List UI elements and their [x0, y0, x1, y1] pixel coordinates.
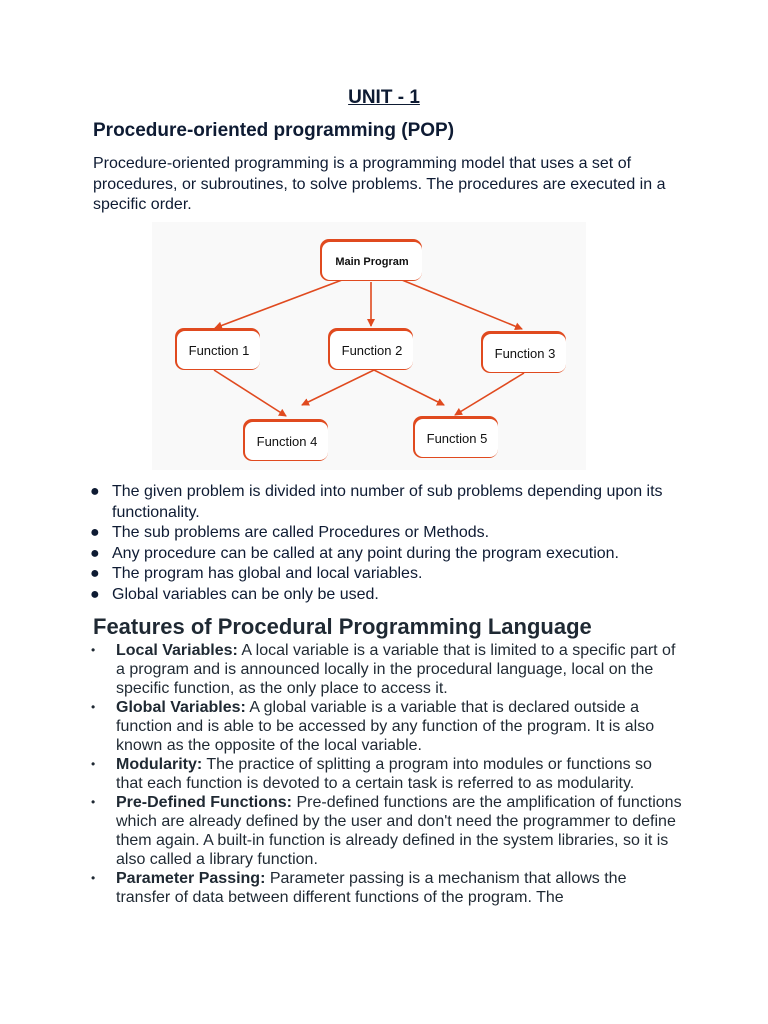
feature-item	[93, 755, 683, 793]
pop-diagram-svg	[152, 222, 586, 470]
list-item: ● The sub problems are called Procedures or Methods.	[93, 523, 683, 544]
features-list	[93, 641, 683, 907]
function-1-node	[175, 328, 260, 370]
function-3-label: Function 3	[494, 346, 556, 361]
function-2-node	[328, 328, 413, 370]
arrow-f2-to-f4	[302, 370, 374, 405]
bullet-icon: ●	[90, 483, 100, 500]
unit-title: UNIT - 1	[348, 87, 420, 108]
bullet-icon: •	[91, 643, 96, 657]
feature-item	[93, 698, 683, 755]
feature-text: A global variable is a variable that is declared outside a function and is able to be accessed by any function of the program. It is also known as the opposite of the local variable.	[116, 699, 655, 754]
feature-term: Parameter Passing:	[116, 870, 266, 887]
bullet-icon: ●	[90, 524, 100, 541]
main-program-label: Main Program	[335, 256, 409, 268]
bullet-icon: ●	[90, 585, 100, 603]
list-item: ● The program has global and local variables.	[93, 564, 683, 585]
bullet-icon: •	[91, 795, 96, 809]
pop-diagram	[152, 222, 586, 470]
bullet-icon: •	[91, 871, 96, 885]
arrow-f2-to-f5	[374, 370, 444, 405]
section-title: Procedure-oriented programming (POP)	[93, 120, 455, 141]
function-4-label: Function 4	[256, 434, 318, 449]
feature-item	[93, 793, 683, 869]
arrow-main-to-f3	[402, 280, 522, 329]
bullet-icon: ●	[90, 544, 100, 562]
function-3-node	[481, 331, 566, 373]
feature-item	[93, 869, 683, 907]
feature-term: Local Variables:	[116, 642, 238, 659]
bullet-icon: •	[91, 757, 96, 771]
feature-term: Modularity:	[116, 756, 203, 773]
feature-text: Parameter passing is a mechanism that allows the transfer of data between different functions of the program. The	[116, 870, 627, 906]
list-item: ● The given problem is divided into number of sub problems depending upon its functionality.	[90, 483, 663, 521]
arrow-f3-to-f5	[455, 373, 524, 415]
intro-paragraph: Procedure-oriented programming is a programming model that uses a set of procedures, or subroutines, to solve problems. The procedures are executed in a specific order.	[93, 155, 666, 213]
list-item: ● Global variables can be only be used.	[93, 585, 683, 606]
bullet-icon: ●	[90, 565, 100, 582]
feature-text: Pre-defined functions are the amplification of functions which are already defined by the user and don't need the programmer to define them again. A built-in function is already defined in the system libraries, so it is also called a library function.	[116, 794, 682, 868]
feature-term: Global Variables:	[116, 699, 246, 716]
arrow-main-to-f1	[215, 280, 342, 328]
arrow-f1-to-f4	[214, 370, 286, 416]
feature-text: The practice of splitting a program into modules or functions so that each function is devoted to a certain task is referred to as modularity.	[116, 756, 652, 792]
features-heading: Features of Procedural Programming Language	[93, 614, 592, 639]
feature-text: A local variable is a variable that is limited to a specific part of a program and is announced locally in the procedural language, local on the specific function, as the only place to access it.	[116, 642, 676, 697]
pop-bullet-list	[90, 482, 683, 605]
function-5-label: Function 5	[426, 431, 488, 446]
function-5-node	[413, 416, 498, 458]
main-program-node	[320, 239, 422, 281]
feature-term: Pre-Defined Functions:	[116, 794, 293, 811]
function-2-label: Function 2	[341, 343, 403, 358]
bullet-icon: •	[91, 700, 96, 714]
feature-item	[93, 641, 683, 698]
list-item: ● Any procedure can be called at any point during the program execution.	[93, 544, 683, 565]
function-4-node	[243, 419, 328, 461]
function-1-label: Function 1	[188, 343, 250, 358]
